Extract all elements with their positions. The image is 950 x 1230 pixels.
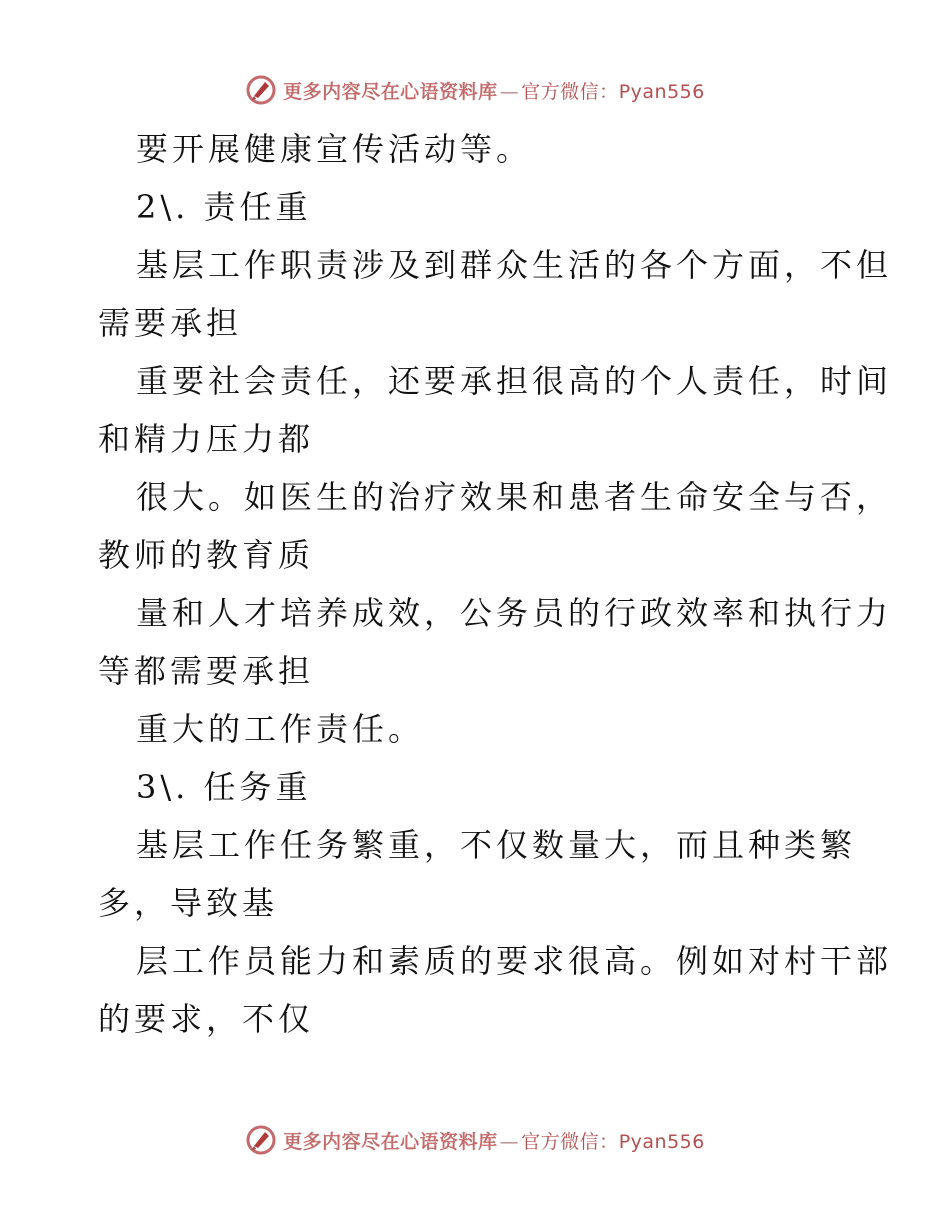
header-brand: 更多内容尽在心语资料库 xyxy=(283,80,498,103)
pen-nib-logo-icon xyxy=(245,1124,277,1156)
footer-brand: 更多内容尽在心语资料库 xyxy=(283,1130,498,1153)
body-line: 需要承担 xyxy=(98,304,243,342)
section-heading: 2\. 责任重 xyxy=(136,188,312,226)
header-wechat-id: Pyan556 xyxy=(618,80,705,103)
body-line: 等都需要承担 xyxy=(98,652,315,690)
section-heading: 3\. 任务重 xyxy=(136,768,312,806)
body-line: 多，导致基 xyxy=(98,884,279,922)
header-banner xyxy=(0,70,950,110)
body-line: 的要求，不仅 xyxy=(98,1000,315,1038)
header-separator: — xyxy=(499,80,520,103)
footer-text xyxy=(283,1127,705,1154)
document-body xyxy=(98,120,893,1048)
body-line: 重要社会责任，还要承担很高的个人责任，时间 xyxy=(136,362,893,400)
body-line: 基层工作职责涉及到群众生活的各个方面，不但 xyxy=(136,246,893,284)
header-text xyxy=(283,77,705,104)
header-wechat-label: 官方微信： xyxy=(521,80,619,103)
footer-separator: — xyxy=(499,1130,520,1153)
footer-wechat-label: 官方微信： xyxy=(521,1130,619,1153)
footer-wechat-id: Pyan556 xyxy=(618,1130,705,1153)
footer-banner xyxy=(0,1120,950,1160)
body-line: 要开展健康宣传活动等。 xyxy=(136,130,533,168)
body-line: 基层工作任务繁重，不仅数量大，而且种类繁 xyxy=(136,826,857,864)
body-line: 重大的工作责任。 xyxy=(136,710,425,748)
pen-nib-logo-icon xyxy=(245,74,277,106)
body-line: 量和人才培养成效，公务员的行政效率和执行力 xyxy=(136,594,893,632)
body-line: 很大。如医生的治疗效果和患者生命安全与否， xyxy=(136,478,893,516)
body-line: 层工作员能力和素质的要求很高。例如对村干部 xyxy=(136,942,893,980)
body-line: 教师的教育质 xyxy=(98,536,315,574)
body-line: 和精力压力都 xyxy=(98,420,315,458)
